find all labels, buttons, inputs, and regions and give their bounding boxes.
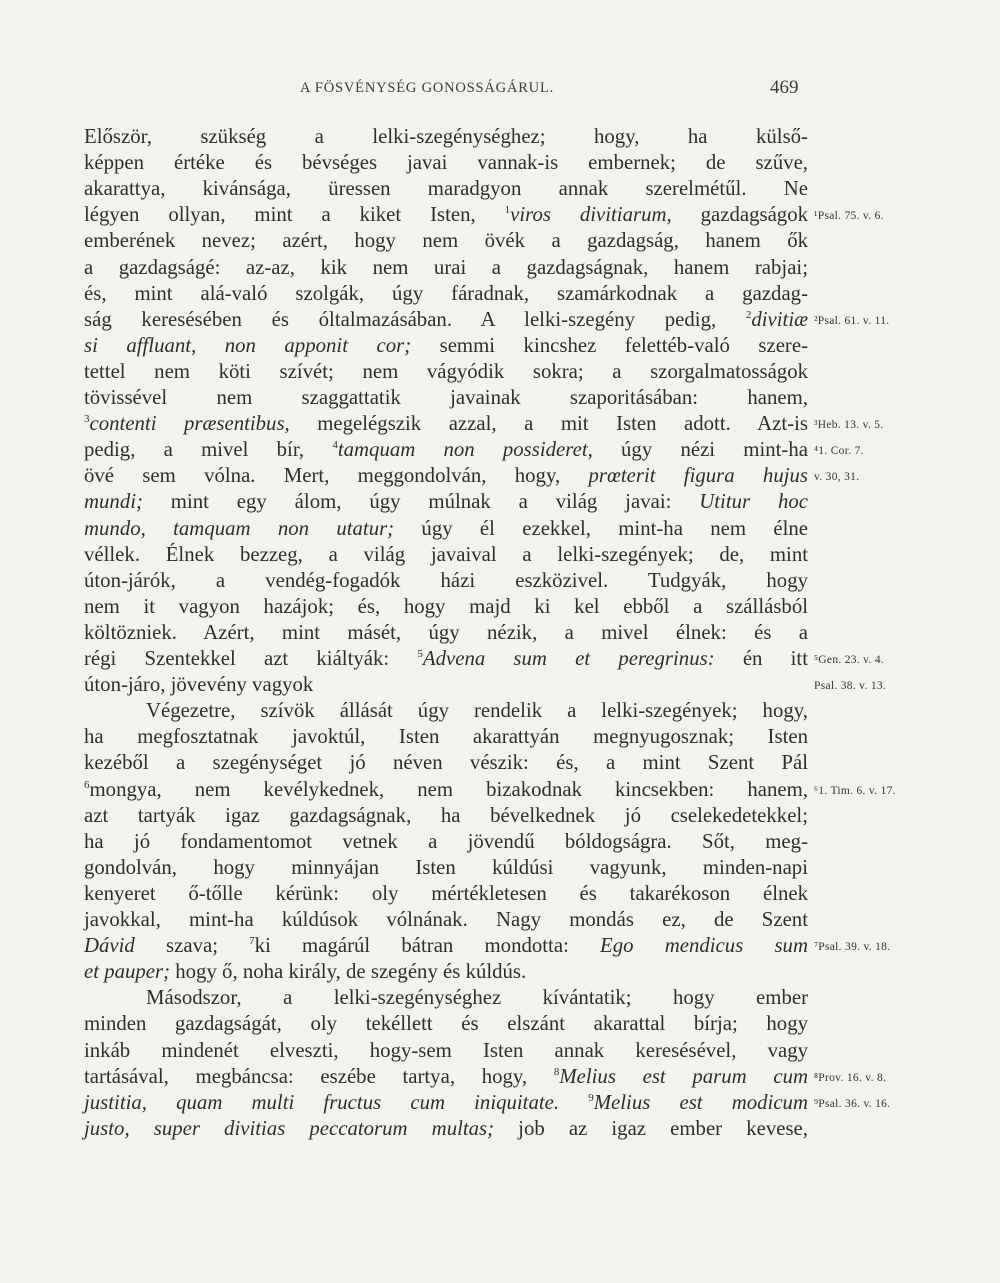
text-line bbox=[84, 646, 808, 672]
page-number: 469 bbox=[770, 77, 799, 98]
text-line bbox=[84, 855, 808, 881]
latin-quote: mundi; bbox=[84, 490, 143, 514]
text-line bbox=[84, 150, 808, 176]
text-run: úton-járók, a vendég-fogadók házi eszközivel. Tudgyák, hogy bbox=[84, 568, 808, 592]
latin-quote: contenti præsentibus, bbox=[89, 412, 290, 436]
text-line bbox=[146, 698, 808, 724]
text-line bbox=[84, 620, 808, 646]
margin-note: ⁵Gen. 23. v. 4. bbox=[814, 654, 885, 666]
latin-quote: si affluant, non apponit cor; bbox=[84, 333, 412, 357]
text-run: úgy nézi mint-ha bbox=[592, 438, 808, 462]
text-run: kenyeret ő-tőlle kérünk: oly mértékletesen és takarékoson élnek bbox=[84, 881, 808, 905]
text-run: ki magárúl bátran mondotta: bbox=[254, 934, 601, 958]
text-run: tettel nem köti szívét; nem vágyódik sokra; a szorgalmatosságok bbox=[84, 359, 808, 383]
text-line bbox=[84, 333, 808, 359]
text-line bbox=[84, 307, 808, 333]
footnote-marker: 5 bbox=[417, 648, 423, 660]
footnote-marker: 6 bbox=[84, 778, 90, 791]
margin-note: v. 30, 31. bbox=[814, 471, 860, 484]
text-run: gondolván, hogy minnyájan Isten kúldúsi vagyunk, minden-napi bbox=[84, 855, 808, 879]
text-line bbox=[84, 516, 808, 542]
text-line bbox=[84, 594, 808, 620]
footnote-marker: 9 bbox=[588, 1091, 594, 1104]
text-run: gazdagságok bbox=[671, 203, 808, 227]
text-line bbox=[84, 907, 808, 933]
text-run: övé sem vólna. Mert, meggondolván, hogy, bbox=[84, 464, 589, 488]
margin-note: Psal. 38. v. 13. bbox=[814, 680, 887, 693]
text-run: tövissével nem szaggattatik javainak szaporitásában: hanem, bbox=[84, 386, 808, 409]
latin-quote: Melius est parum cum bbox=[559, 1064, 808, 1088]
text-run: és, mint alá-való szolgák, úgy fáradnak, szamárkodnak a gazdag- bbox=[84, 281, 808, 305]
text-run: Először, szükség a lelki-szegénységhez; hogy, ha külső- bbox=[84, 125, 808, 148]
text-run: képpen értéke és bévséges javai vannak-is embernek; de szűve, bbox=[84, 151, 808, 175]
text-run: job az igaz ember kevese, bbox=[494, 1116, 808, 1140]
text-line bbox=[84, 385, 808, 411]
margin-note: ⁹Psal. 36. v. 16. bbox=[814, 1097, 891, 1110]
text-run: minden gazdagságát, oly tekéllett és elszánt akarattal bírja; hogy bbox=[84, 1012, 808, 1036]
text-line bbox=[84, 829, 808, 855]
text-line bbox=[84, 228, 808, 254]
latin-quote: Melius est modicum bbox=[593, 1090, 808, 1114]
footnote-marker: 1 bbox=[504, 204, 511, 217]
margin-note: ⁶1. Tim. 6. v. 17. bbox=[814, 784, 896, 797]
text-run: légyen ollyan, mint a kiket Isten, bbox=[84, 203, 505, 227]
text-line bbox=[84, 881, 808, 907]
text-run: szava; bbox=[134, 934, 250, 958]
text-line bbox=[84, 803, 808, 829]
text-run: költözniek. Azért, mint másét, úgy nézik, a mivel élnek: és a bbox=[84, 620, 808, 644]
text-line bbox=[84, 1116, 808, 1142]
text-line bbox=[84, 463, 808, 489]
text-line bbox=[84, 1038, 808, 1064]
latin-quote: justitia, quam multi fructus cum iniquitate. bbox=[84, 1090, 560, 1114]
text-line bbox=[84, 933, 808, 959]
latin-quote: viros divitiarum, bbox=[510, 203, 672, 227]
text-run: semmi kincshez felettéb-való szere- bbox=[411, 333, 809, 357]
text-line bbox=[84, 489, 808, 515]
text-line bbox=[84, 1090, 808, 1116]
text-run bbox=[559, 1091, 588, 1114]
text-run: tartásával, megbáncsa: eszébe tartya, hogy, bbox=[84, 1064, 554, 1088]
text-run: Másodszor, a lelki-szegénységhez kívántatik; hogy ember bbox=[146, 986, 808, 1010]
footnote-marker: 2 bbox=[745, 308, 752, 321]
latin-quote: tamquam non possideret, bbox=[337, 438, 593, 462]
latin-quote: mundo, tamquam non utatur; bbox=[84, 516, 395, 540]
running-title: A FÖSVÉNYSÉG GONOSSÁGÁRUL. bbox=[300, 80, 555, 96]
margin-note: ²Psal. 61. v. 11. bbox=[814, 314, 890, 327]
text-run: úton-járo, jövevény vagyok bbox=[84, 673, 314, 697]
latin-quote: Advena sum et peregrinus: bbox=[422, 647, 715, 670]
text-line bbox=[84, 202, 808, 228]
text-run: ha jó fondamentomot vetnek a jövendű bóldogságra. Sőt, meg- bbox=[84, 829, 808, 853]
text-line bbox=[84, 411, 808, 437]
text-run: kezéből a szegénységet jó néven vészik: és, a mint Szent Pál bbox=[84, 751, 808, 775]
margin-note: ⁴1. Cor. 7. bbox=[814, 445, 864, 458]
footnote-marker: 4 bbox=[332, 439, 338, 452]
text-run: akarattya, kivánsága, üressen maradgyon annak szerelmétűl. Ne bbox=[84, 177, 808, 201]
text-line bbox=[84, 568, 808, 594]
text-run: Végezetre, szívök állását úgy rendelik a lelki-szegények; hogy, bbox=[146, 699, 808, 723]
text-line bbox=[84, 176, 808, 202]
margin-note: ³Heb. 13. v. 5. bbox=[814, 419, 884, 432]
footnote-marker: 7 bbox=[249, 935, 255, 948]
text-line bbox=[84, 1011, 808, 1037]
text-run: ság keresésében és óltalmazásában. A lelki-szegény pedig, bbox=[84, 307, 746, 331]
latin-quote: Utitur hoc bbox=[699, 490, 808, 514]
text-line bbox=[84, 1064, 808, 1090]
latin-quote: divitiæ bbox=[751, 307, 808, 331]
latin-quote: prœterit figura hujus bbox=[588, 464, 808, 488]
text-line bbox=[84, 437, 808, 463]
text-line bbox=[84, 359, 808, 385]
text-run: véllek. Élnek bezzeg, a világ javaival a lelki-szegények; de, mint bbox=[84, 542, 808, 566]
text-run: inkáb mindenét elveszti, hogy-sem Isten annak keresésével, vagy bbox=[84, 1038, 808, 1062]
text-run: régi Szentekkel azt kiáltyák: bbox=[84, 647, 418, 670]
footnote-marker: 3 bbox=[84, 413, 90, 426]
text-line bbox=[84, 281, 808, 307]
text-run: megelégszik azzal, a mit Isten adott. Azt-is bbox=[289, 412, 808, 436]
text-line bbox=[84, 124, 808, 150]
text-run: azt tartyák igaz gazdagságnak, ha bévelkednek jó cselekedetekkel; bbox=[84, 803, 808, 827]
footnote-marker: 8 bbox=[553, 1065, 560, 1078]
text-run: mint egy álom, úgy múlnak a világ javai: bbox=[142, 490, 700, 514]
text-line bbox=[84, 750, 808, 776]
text-line bbox=[84, 724, 808, 750]
text-run: úgy él ezekkel, mint-ha nem élne bbox=[394, 516, 808, 540]
text-run: emberének nevez; azért, hogy nem övék a gazdagság, hanem ők bbox=[84, 229, 808, 253]
text-run: pedig, a mivel bír, bbox=[84, 438, 333, 462]
latin-quote: Dávid bbox=[84, 934, 135, 958]
margin-note: ¹Psal. 75. v. 6. bbox=[814, 210, 884, 223]
text-line bbox=[84, 777, 808, 803]
text-line bbox=[84, 255, 808, 281]
text-line bbox=[146, 985, 808, 1011]
latin-quote: et pauper; bbox=[84, 960, 171, 984]
latin-quote: justo, super divitias peccatorum multas; bbox=[84, 1116, 495, 1140]
text-run: én itt bbox=[714, 647, 808, 670]
text-line bbox=[84, 959, 808, 985]
margin-note: ⁸Prov. 16. v. 8. bbox=[814, 1071, 887, 1084]
text-line bbox=[84, 542, 808, 568]
text-line bbox=[84, 672, 808, 698]
margin-note: ⁷Psal. 39. v. 18. bbox=[814, 941, 891, 954]
text-run: mongya, nem kevélykednek, nem bizakodnak kincsekben: hanem, bbox=[89, 777, 808, 801]
text-run: javokkal, mint-ha kúldúsok vólnának. Nagy mondás ez, de Szent bbox=[84, 908, 808, 931]
latin-quote: Ego mendicus sum bbox=[600, 934, 808, 958]
text-run: a gazdagságé: az-az, kik nem urai a gazdagságnak, hanem rabjai; bbox=[84, 255, 808, 279]
text-run: nem it vagyon hazájok; és, hogy majd ki kel ebből a szállásból bbox=[84, 594, 808, 618]
text-run: hogy ő, noha király, de szegény és kúldús. bbox=[170, 960, 527, 984]
text-run: ha megfosztatnak javoktúl, Isten akarattyán megnyugosznak; Isten bbox=[84, 725, 808, 749]
